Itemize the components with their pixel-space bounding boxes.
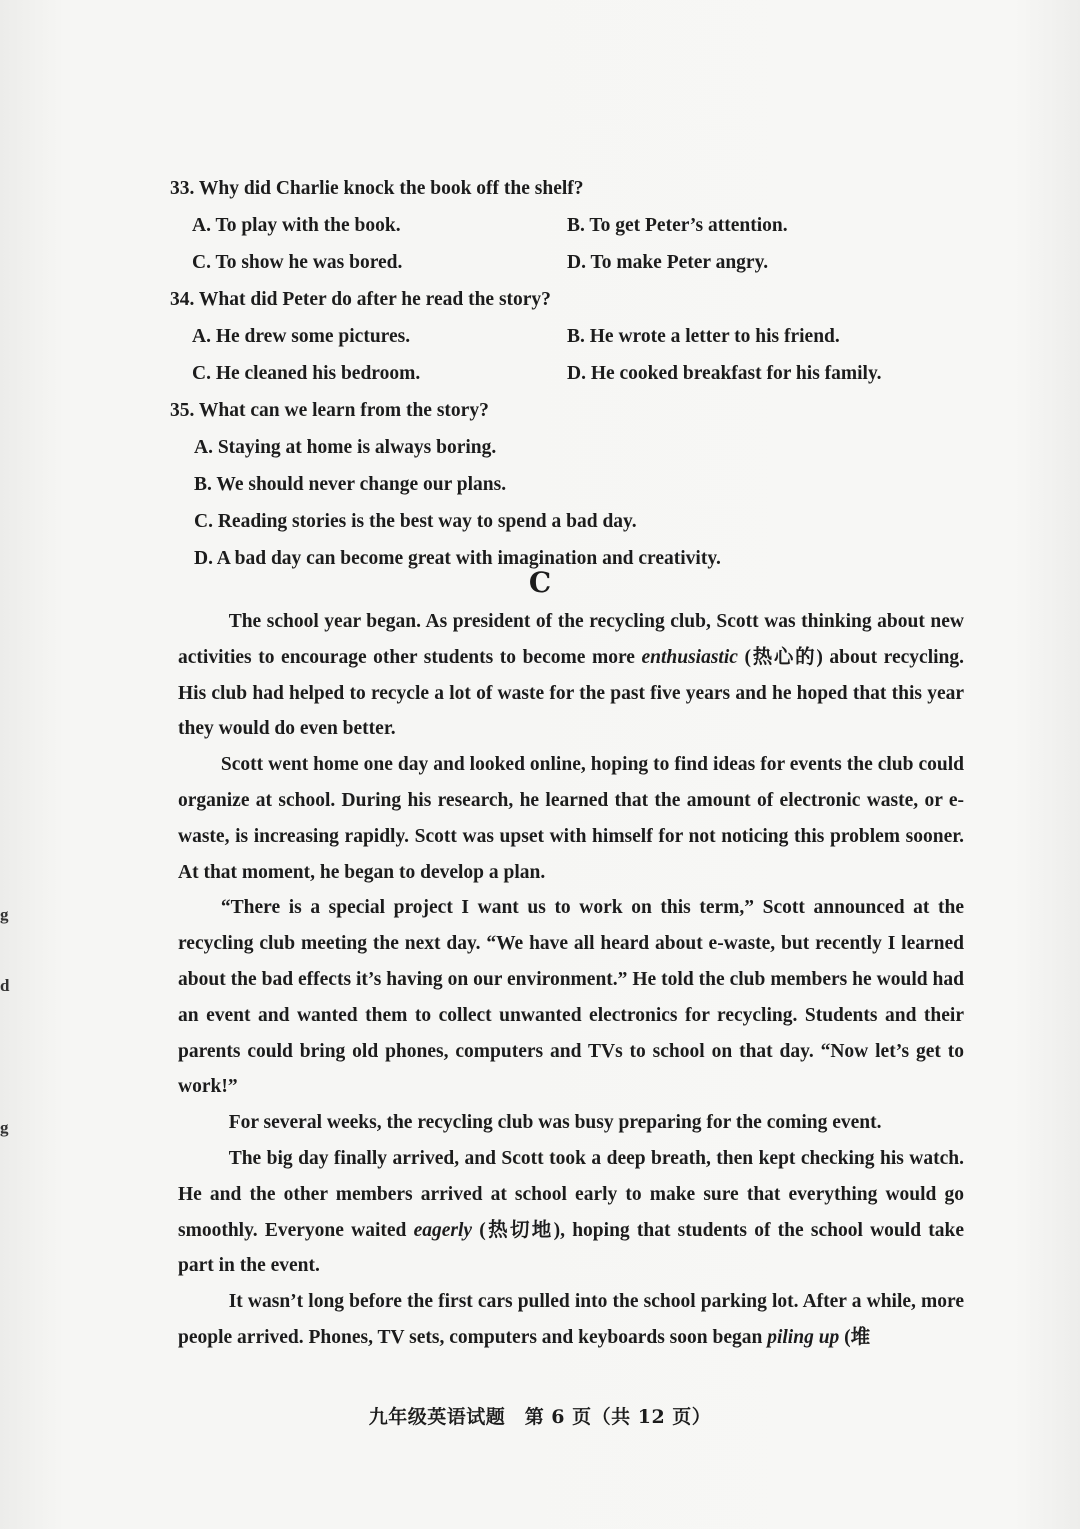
glossed-word: enthusiastic <box>641 646 738 668</box>
margin-fragment: d <box>0 976 10 995</box>
page-footer: 九年级英语试题 第 6 页（共 12 页） <box>368 1406 712 1428</box>
option-d: D. To make Peter angry. <box>567 252 769 273</box>
margin-fragment: g <box>0 905 9 924</box>
paragraph-6: It wasn’t long before the first cars pulled into the school parking lot. After a while, more people arrived. Phones, TV sets, computers and keyboards soon began piling up (堆 <box>178 1291 964 1348</box>
option-c: C. He cleaned his bedroom. <box>192 363 421 384</box>
option-b: B. To get Peter’s attention. <box>567 215 788 236</box>
option-c: C. To show he was bored. <box>192 252 403 273</box>
answer-options <box>170 207 930 281</box>
question-33 <box>170 170 930 281</box>
question-stem: 34. What did Peter do after he read the story? <box>170 289 551 310</box>
question-34 <box>170 281 930 392</box>
paragraph-2: Scott went home one day and looked online, hoping to find ideas for events the club could organize at school. During his research, he learned that the amount of electronic waste, or e-waste, is increasing rapidly. Scott was upset with himself for not noticing this problem sooner. At that moment, he began to develop a plan. <box>178 754 964 883</box>
option-b: B. We should never change our plans. <box>194 474 507 495</box>
reading-passage <box>178 604 964 1356</box>
paragraph-5: The big day finally arrived, and Scott took a deep breath, then kept checking his watch. He and the other members arrived at school early to make sure that everything would go smoothly. Everyone waited eagerly (热切地), hoping that students of the school would take part in the event. <box>178 1147 964 1277</box>
option-a: A. He drew some pictures. <box>192 326 411 347</box>
glossed-word: piling up <box>767 1326 840 1348</box>
option-a: A. To play with the book. <box>192 215 401 236</box>
question-stem: 33. Why did Charlie knock the book off the shelf? <box>170 178 584 199</box>
question-stem: 35. What can we learn from the story? <box>170 400 489 421</box>
option-b: B. He wrote a letter to his friend. <box>567 326 840 347</box>
section-title: C <box>528 566 552 599</box>
glossed-word: eagerly <box>413 1219 473 1241</box>
option-d: D. He cooked breakfast for his family. <box>567 363 882 384</box>
paragraph-4: For several weeks, the recycling club was busy preparing for the coming event. <box>228 1112 882 1134</box>
answer-options <box>170 429 930 577</box>
paragraph-1: The school year began. As president of the recycling club, Scott was thinking about new activities to encourage other students to become more enthusiastic (热心的) about recycling. His club had helped to recycle a lot of waste for the past five years and he hoped that this year they would do even better. <box>178 611 964 740</box>
paragraph-3: “There is a special project I want us to work on this term,” Scott announced at the recycling club meeting the next day. “We have all heard about e-waste, but recently I learned about the bad effects it’s having on our environment.” He told the club members he would had an event and wanted them to collect unwanted electronics for recycling. Students and their parents could bring old phones, computers and TVs to school on that day. “Now let’s get to work!” <box>178 897 964 1098</box>
option-d: D. A bad day can become great with imagination and creativity. <box>194 548 721 569</box>
answer-options <box>170 318 930 392</box>
option-c: C. Reading stories is the best way to spend a bad day. <box>194 511 637 532</box>
questions-block <box>170 170 930 577</box>
margin-fragment: g <box>0 1118 9 1137</box>
option-a: A. Staying at home is always boring. <box>194 437 497 458</box>
question-35 <box>170 392 930 577</box>
